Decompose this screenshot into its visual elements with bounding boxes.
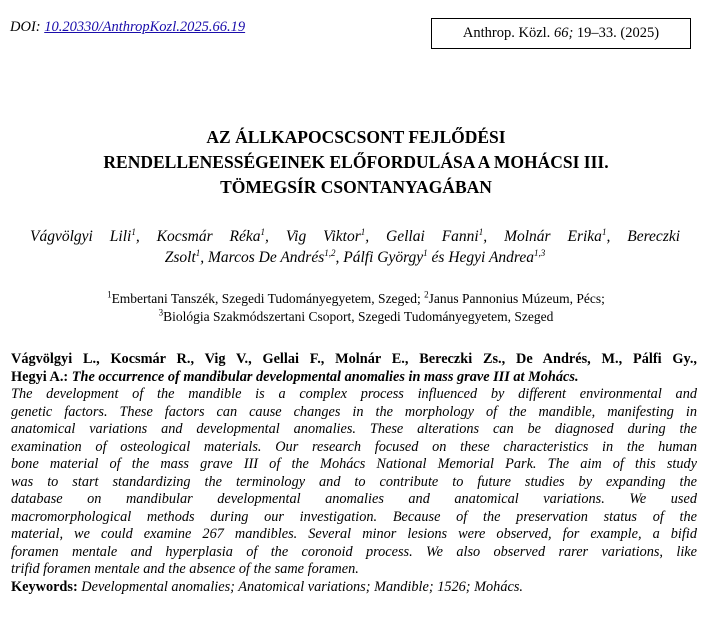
title-line: RENDELLENESSÉGEINEK ELŐFORDULÁSA A MOHÁCSI III.: [103, 152, 609, 172]
abstract-line: foramen mentale and hyperplasia of the coronoid process. We also observed rarer variations, like: [11, 543, 697, 560]
journal-name: Anthrop. Közl.: [462, 25, 551, 41]
title-line: AZ ÁLLKAPOCSCSONT FEJLŐDÉSI: [206, 127, 506, 147]
doi-label: DOI:: [10, 19, 41, 35]
author: Vig Viktor$^1$,: [285, 226, 387, 245]
author: Hegyi Andrea$^{1,3}$: [448, 247, 546, 266]
author-first-part: Bereczki: [627, 228, 681, 245]
title-line: TÖMEGSÍR CSONTANYAGÁBAN: [220, 177, 492, 197]
author-last-part: Zsolt: [164, 249, 196, 266]
author: Marcos De Andrés$^{1,2}$,: [208, 247, 344, 266]
author-line: [30, 226, 680, 247]
abstract-line: genetic factors. These factors can cause changes in the morphology of the mandible, manifesting in: [11, 403, 697, 420]
affiliation-line: $^3$Biológia Szakmódszertani Csoport, Szegedi Tudományegyetem, Szeged: [158, 307, 554, 324]
abstract-line: bone material of the mass grave III of the Mohács National Memorial Park. The aim of this study: [11, 456, 697, 472]
doi-line: [10, 19, 245, 36]
author: Pálfi György$^1$ és: [343, 247, 449, 266]
abstract-line: trifid foramen mentale and the absence of the same foramen.: [11, 561, 359, 577]
author-list: [30, 226, 680, 268]
abstract-line: material, we could examine 267 mandibles. Several minor lesions were observed, for example, a bifid: [11, 526, 697, 542]
doi-link[interactable]: 10.20330/AnthropKozl.2025.66.19: [44, 19, 246, 35]
keywords-text: Developmental anomalies; Anatomical variations; Mandible; 1526; Mohács.: [77, 578, 523, 595]
abstract-line: was to start standardizing the terminology and to contribute to future studies by expanding the: [11, 473, 697, 490]
citation-title: The occurrence of mandibular developmental anomalies in mass grave III at Mohács.: [68, 368, 579, 385]
journal-pages: 19–33. (2025): [576, 25, 660, 41]
keywords-label: Keywords:: [11, 578, 78, 595]
journal-citation-box: [431, 18, 691, 49]
paper-title: [0, 125, 712, 200]
abstract-line: The development of the mandible is a complex process influenced by different environmental and: [11, 386, 697, 402]
author: Molnár Erika$^1$,: [504, 226, 628, 245]
abstract-line: examination of osteological materials. Our research focused on these characteristics in the human: [11, 438, 697, 455]
abstract-line: macromorphological methods during our investigation. Because of the preservation status of the: [11, 508, 697, 525]
citation-authors-end: Hegyi A.:: [11, 368, 69, 385]
affiliations: [0, 290, 712, 326]
abstract-line: database on mandibular developmental anomalies and anatomical variations. We used: [11, 491, 697, 507]
journal-volume: 66;: [553, 25, 574, 41]
citation-authors: Vágvölgyi L., Kocsmár R., Vig V., Gellai F., Molnár E., Bereczki Zs., De Andrés, M., Pálfi Gy.,: [11, 351, 697, 367]
keywords: [11, 579, 697, 597]
abstract-line: anatomical variations and developmental anomalies. These alterations can be diagnosed during the: [11, 421, 697, 437]
author: Kocsmár Réka$^1$,: [156, 226, 286, 245]
citation-line: [11, 369, 697, 387]
author: Gellai Fanni$^1$,: [386, 226, 505, 245]
author: Vágvölgyi Lili$^1$,: [30, 226, 157, 245]
author-line: Zsolt$^1$, Marcos De Andrés$^{1,2}$, Pálfi György$^1$ és Hegyi Andrea$^{1,3}$: [164, 247, 546, 266]
affiliation-line: $^1$Embertani Tanszék, Szegedi Tudományegyetem, Szeged; $^2$Janus Pannonius Múzeum, Pécs;: [107, 289, 605, 306]
abstract: [11, 351, 697, 596]
